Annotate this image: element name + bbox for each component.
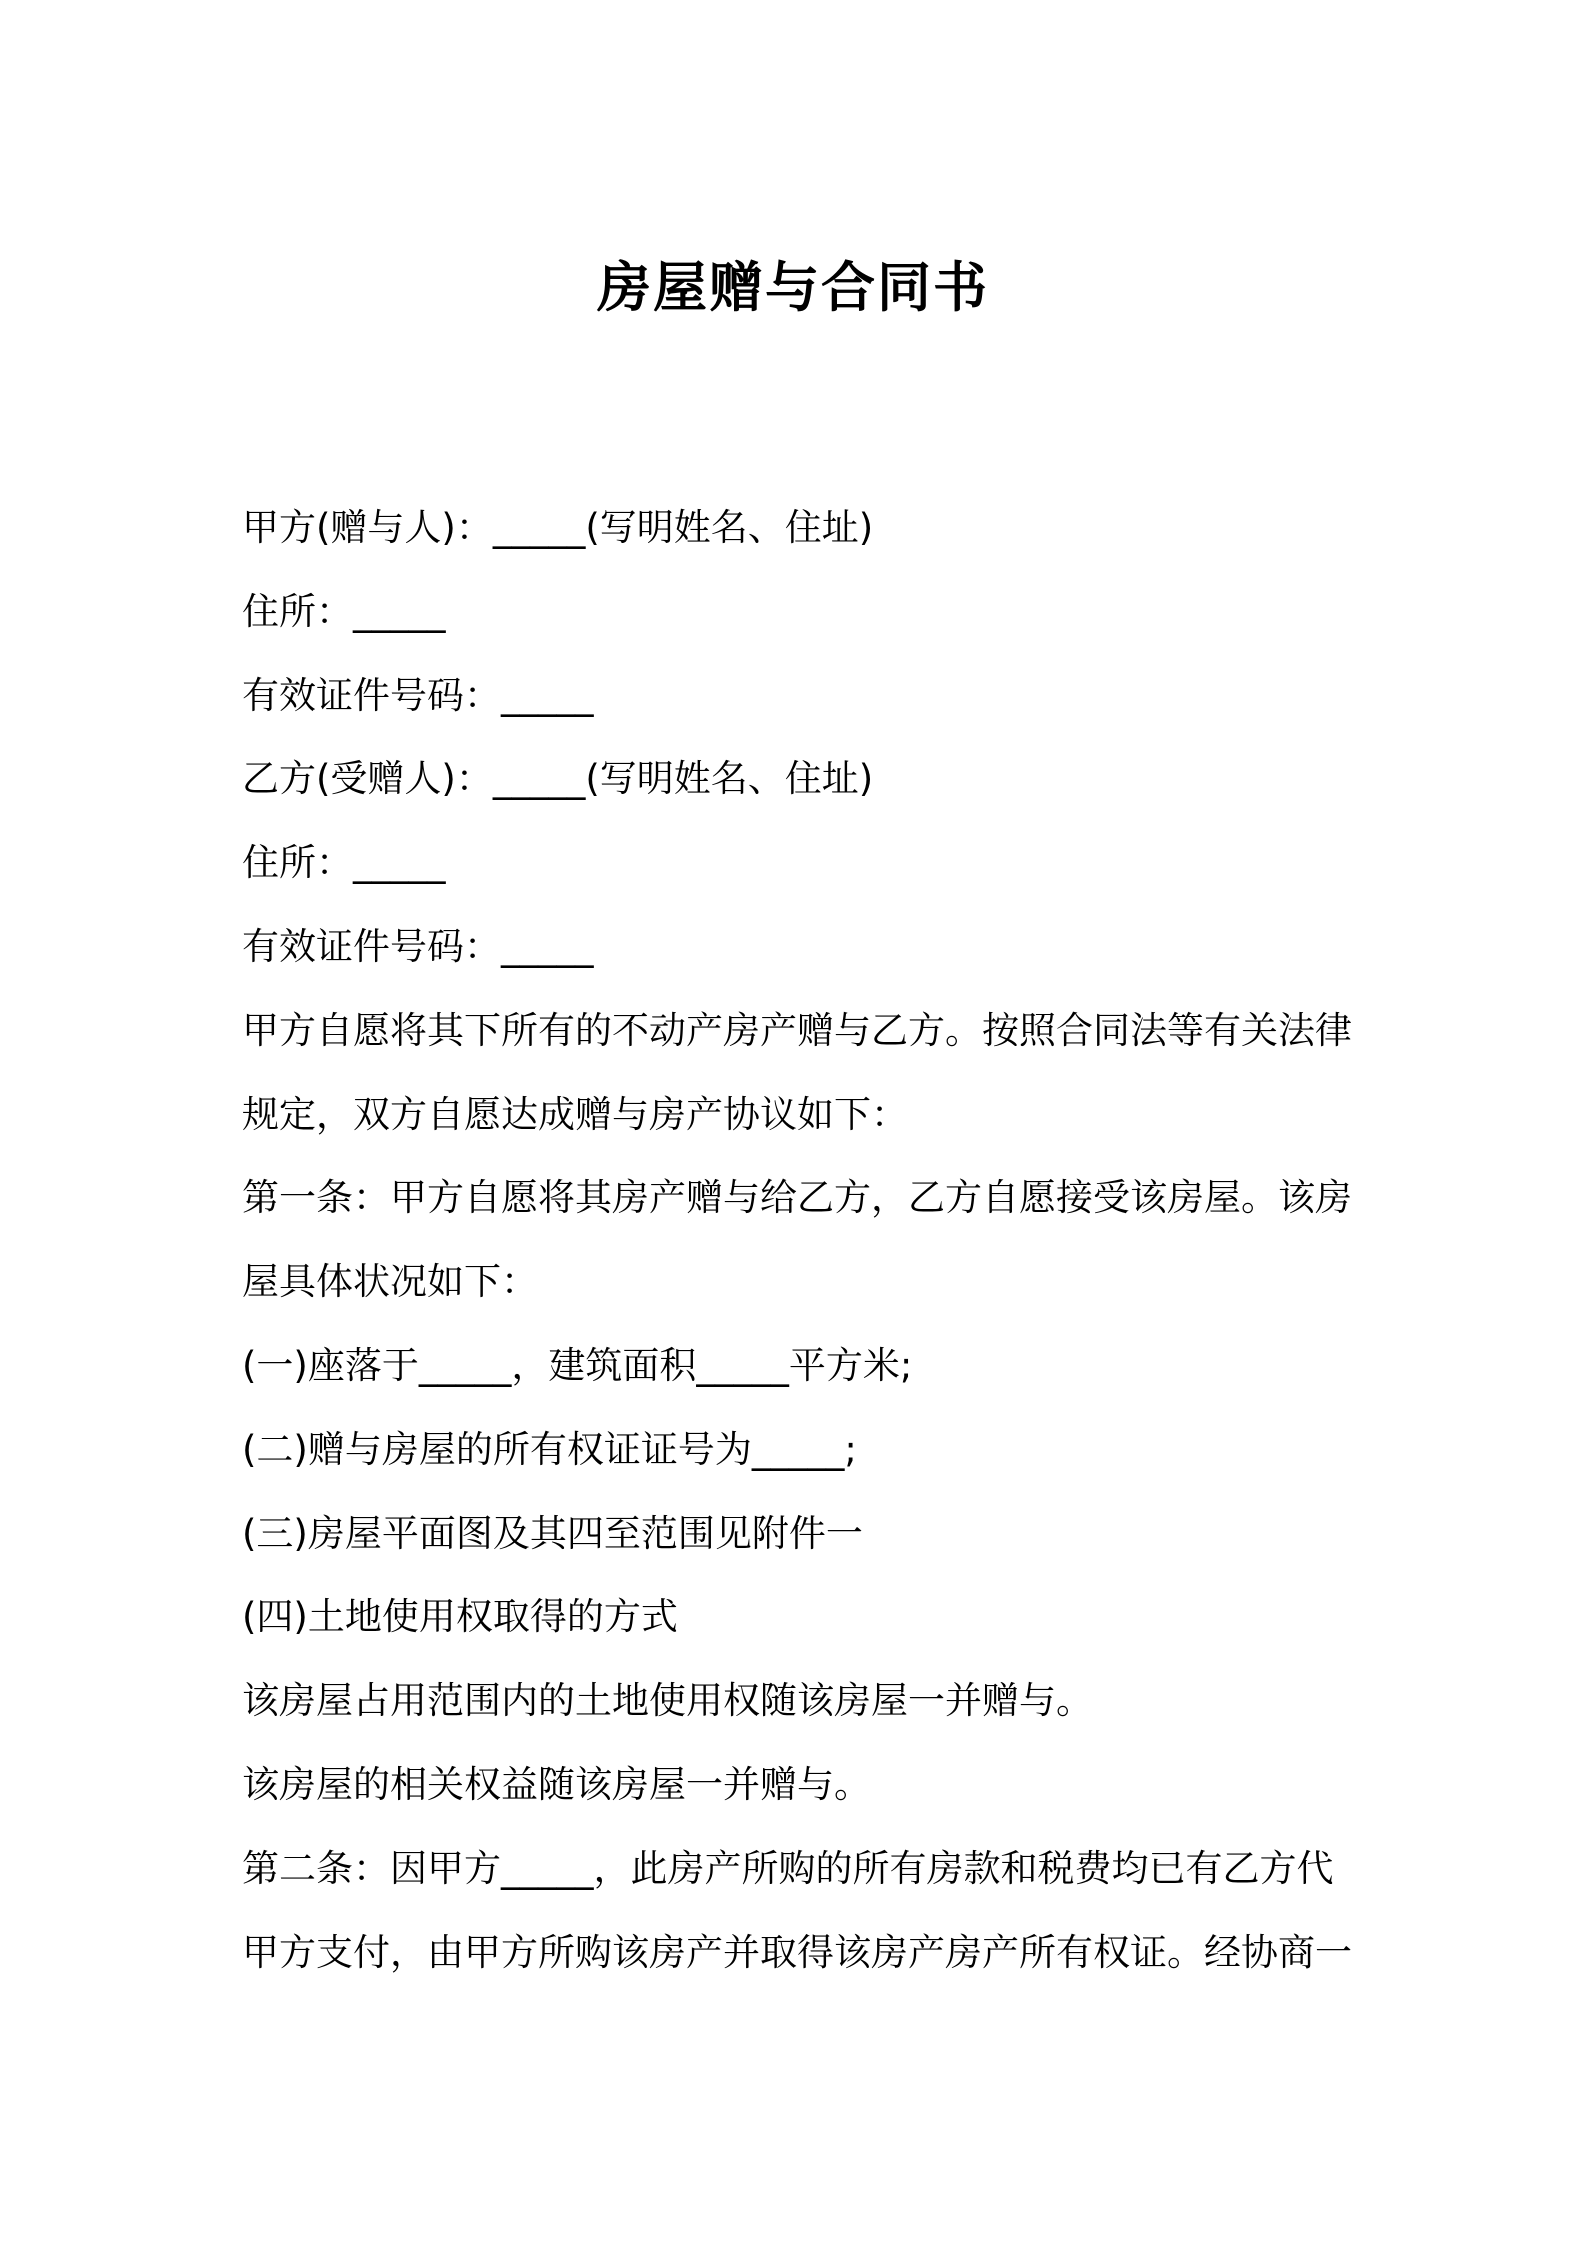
party-b-address-line: 住所：_____ xyxy=(242,841,446,885)
article-2-line: 第二条：因甲方_____，此房产所购的所有房款和税费均已有乙方代 xyxy=(242,1846,1334,1890)
article-1-item-1: (一)座落于_____，建筑面积_____平方米; xyxy=(242,1343,913,1387)
document-title: 房屋赠与合同书 xyxy=(597,256,989,319)
preamble-line: 规定，双方自愿达成赠与房产协议如下： xyxy=(242,1092,908,1136)
article-1-item-4: (四)土地使用权取得的方式 xyxy=(242,1595,678,1639)
party-a-address-line: 住所：_____ xyxy=(242,589,446,633)
party-b-id-line: 有效证件号码：_____ xyxy=(242,924,594,968)
land-use-right-line: 该房屋占用范围内的土地使用权随该房屋一并赠与。 xyxy=(242,1679,1093,1723)
party-a-id-line: 有效证件号码：_____ xyxy=(242,673,594,717)
document-body xyxy=(242,486,1362,1994)
party-a-line: 甲方(赠与人)：_____(写明姓名、住址) xyxy=(242,506,874,549)
preamble-line: 甲方自愿将其下所有的不动产房产赠与乙方。按照合同法等有关法律 xyxy=(242,1008,1352,1052)
article-1-line: 屋具体状况如下： xyxy=(242,1260,538,1304)
article-2-line: 甲方支付，由甲方所购该房产并取得该房产房产所有权证。经协商一 xyxy=(242,1930,1352,1974)
article-1-item-3: (三)房屋平面图及其四至范围见附件一 xyxy=(242,1511,863,1555)
related-rights-line: 该房屋的相关权益随该房屋一并赠与。 xyxy=(242,1762,871,1806)
article-1-line: 第一条：甲方自愿将其房产赠与给乙方，乙方自愿接受该房屋。该房 xyxy=(242,1176,1352,1220)
article-1-item-2: (二)赠与房屋的所有权证证号为_____; xyxy=(242,1427,857,1471)
party-b-line: 乙方(受赠人)：_____(写明姓名、住址) xyxy=(242,757,874,801)
